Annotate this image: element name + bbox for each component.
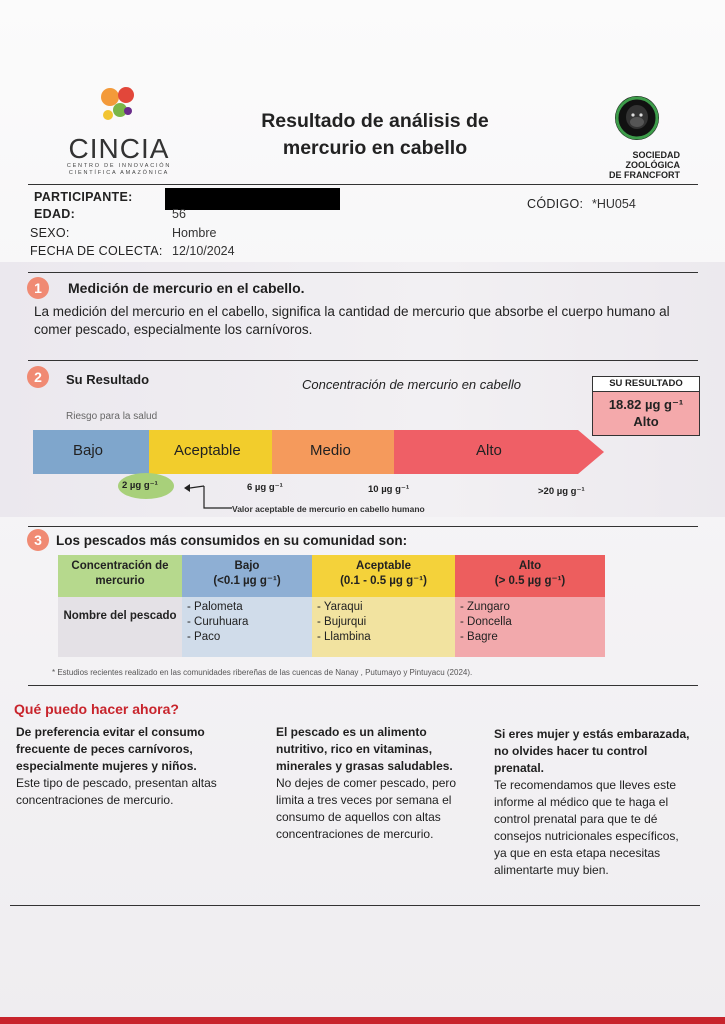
participant-label: PARTICIPANTE: bbox=[34, 190, 133, 204]
result-value: 18.82 µg g⁻¹ bbox=[608, 397, 684, 412]
actions-col-3 bbox=[494, 726, 694, 879]
actions-top-divider bbox=[28, 685, 698, 686]
fzs-line-2: ZOOLÓGICA bbox=[625, 160, 680, 170]
cincia-subtitle-1: CENTRO DE INNOVACIÓN bbox=[66, 163, 172, 169]
level-alto bbox=[394, 430, 578, 474]
cincia-logo bbox=[60, 85, 180, 180]
table-header-bajo bbox=[182, 555, 312, 597]
header-divider bbox=[28, 184, 698, 185]
fish-list-alto bbox=[455, 597, 605, 657]
edad-value: 56 bbox=[172, 207, 186, 221]
actions-col-1 bbox=[16, 724, 244, 809]
fish-bajo-2: - Curuhuara bbox=[187, 616, 249, 628]
risk-label: Riesgo para la salud bbox=[66, 411, 158, 422]
col-bajo-title: Bajo bbox=[234, 560, 260, 572]
chart-title: Concentración de mercurio en cabello bbox=[302, 377, 521, 392]
bottom-accent-bar bbox=[0, 1017, 725, 1024]
bottom-divider bbox=[10, 905, 700, 906]
fecha-value: 12/10/2024 bbox=[172, 244, 235, 258]
fecha-label: FECHA DE COLECTA: bbox=[30, 244, 163, 258]
section1-text: La medición del mercurio en el cabello, significa la cantidad de mercurio que absorbe el cuerpo humano al comer pescado, especialmente los carnívoros. bbox=[34, 304, 670, 337]
title-line-1: Resultado de análisis de bbox=[261, 110, 489, 132]
fish-bajo-3: - Paco bbox=[187, 631, 221, 643]
study-footnote: * Estudios recientes realizado en las comunidades ribereñas de las cuencas de Nanay , Putumayo y Pintuyacu (2024). bbox=[52, 668, 473, 677]
result-header: SU RESULTADO bbox=[593, 377, 699, 392]
codigo-label: CÓDIGO: bbox=[527, 197, 584, 211]
col-alto-title: Alto bbox=[518, 560, 542, 572]
fish-alto-2: - Doncella bbox=[460, 616, 512, 628]
cincia-wordmark: CINCIA bbox=[68, 133, 170, 164]
level-aceptable bbox=[149, 430, 272, 474]
section2-title: Su Resultado bbox=[66, 372, 150, 387]
fish-aceptable-2: - Bujurqui bbox=[317, 616, 367, 628]
result-body bbox=[593, 392, 699, 435]
fish-bajo-1: - Palometa bbox=[187, 601, 243, 613]
col2-bold-text: El pescado es un alimento nutritivo, rico en vitaminas, minerales y grasas saludables. bbox=[276, 725, 453, 773]
col-aceptable-title: Aceptable bbox=[356, 560, 411, 572]
section1-top-divider bbox=[28, 272, 698, 273]
col-aceptable-range: (0.1 - 0.5 µg g⁻¹) bbox=[340, 575, 427, 587]
tick-2: 2 µg g⁻¹ bbox=[122, 480, 158, 491]
sexo-label: SEXO: bbox=[30, 226, 70, 240]
section2-top-divider bbox=[28, 360, 698, 361]
threshold-note: Valor aceptable de mercurio en cabello humano bbox=[232, 504, 425, 514]
level-medio bbox=[272, 430, 394, 474]
fish-list-bajo bbox=[182, 597, 312, 657]
section3-title: Los pescados más consumidos en su comunidad son: bbox=[56, 533, 408, 548]
level-alto-label: Alto bbox=[476, 442, 502, 459]
gorilla-icon bbox=[614, 95, 660, 141]
col3-bold-text: Si eres mujer y estás embarazada, no olvides hacer tu control prenatal. bbox=[494, 727, 690, 775]
fish-list-aceptable bbox=[312, 597, 455, 657]
col1-bold-text: De preferencia evitar el consumo frecuente de peces carnívoros, especialmente mujeres y niños. bbox=[16, 725, 205, 773]
table-header-alto bbox=[455, 555, 605, 597]
level-bajo bbox=[33, 430, 149, 474]
fish-aceptable-3: - Llambina bbox=[317, 631, 371, 643]
title-line-2: mercurio en cabello bbox=[282, 137, 468, 159]
table-header-concentration: Concentración de mercurio bbox=[58, 555, 182, 597]
col1-text: Este tipo de pescado, presentan altas concentraciones de mercurio. bbox=[16, 776, 217, 807]
section3-top-divider bbox=[28, 526, 698, 527]
section2-number-badge: 2 bbox=[27, 366, 49, 388]
fzs-line-1: SOCIEDAD bbox=[632, 150, 680, 160]
col3-text: Te recomendamos que lleves este informe al médico que te haga el control prenatal para que te dé consejos nutricionales específicos, ya que en esta etapa necesitas alimentarte muy bien. bbox=[494, 778, 679, 877]
threshold-arrow-icon bbox=[182, 482, 234, 514]
cincia-dots-icon bbox=[96, 85, 146, 133]
col-alto-range: (> 0.5 µg g⁻¹) bbox=[494, 575, 566, 587]
fish-alto-1: - Zungaro bbox=[460, 601, 510, 613]
col-bajo-range: (<0.1 µg g⁻¹) bbox=[213, 575, 281, 587]
fzs-name bbox=[570, 150, 680, 180]
page-title bbox=[235, 108, 515, 162]
edad-label: EDAD: bbox=[34, 207, 76, 221]
level-medio-label: Medio bbox=[310, 442, 351, 459]
cincia-subtitle-2: CIENTÍFICA AMAZÓNICA bbox=[68, 170, 170, 176]
cincia-subtitle bbox=[62, 163, 176, 177]
codigo-value: *HU054 bbox=[592, 197, 636, 211]
fish-aceptable-1: - Yaraqui bbox=[317, 601, 363, 613]
tick-20: >20 µg g⁻¹ bbox=[538, 486, 585, 497]
arrow-tip-icon bbox=[578, 430, 604, 474]
col2-text: No dejes de comer pescado, pero limita a tres veces por semana el consumo de aquellos con altas concentraciones de mercurio. bbox=[276, 776, 457, 841]
fish-alto-3: - Bagre bbox=[460, 631, 498, 643]
result-box bbox=[592, 376, 700, 436]
fzs-logo bbox=[570, 95, 690, 190]
level-bajo-label: Bajo bbox=[73, 442, 104, 459]
tick-6: 6 µg g⁻¹ bbox=[247, 482, 283, 493]
section1-title: Medición de mercurio en el cabello. bbox=[68, 280, 305, 296]
result-level: Alto bbox=[633, 414, 659, 429]
tick-10: 10 µg g⁻¹ bbox=[368, 484, 410, 495]
level-aceptable-label: Aceptable bbox=[174, 442, 241, 459]
sexo-value: Hombre bbox=[172, 226, 217, 240]
section1-number-badge: 1 bbox=[27, 277, 49, 299]
section3-number-badge: 3 bbox=[27, 529, 49, 551]
redacted-name bbox=[165, 188, 340, 210]
actions-title: Qué puedo hacer ahora? bbox=[14, 701, 179, 717]
table-row-header-fish: Nombre del pescado bbox=[58, 597, 182, 657]
actions-col-2 bbox=[276, 724, 476, 843]
table-header-aceptable bbox=[312, 555, 455, 597]
fzs-line-3: DE FRANCFORT bbox=[609, 170, 680, 180]
